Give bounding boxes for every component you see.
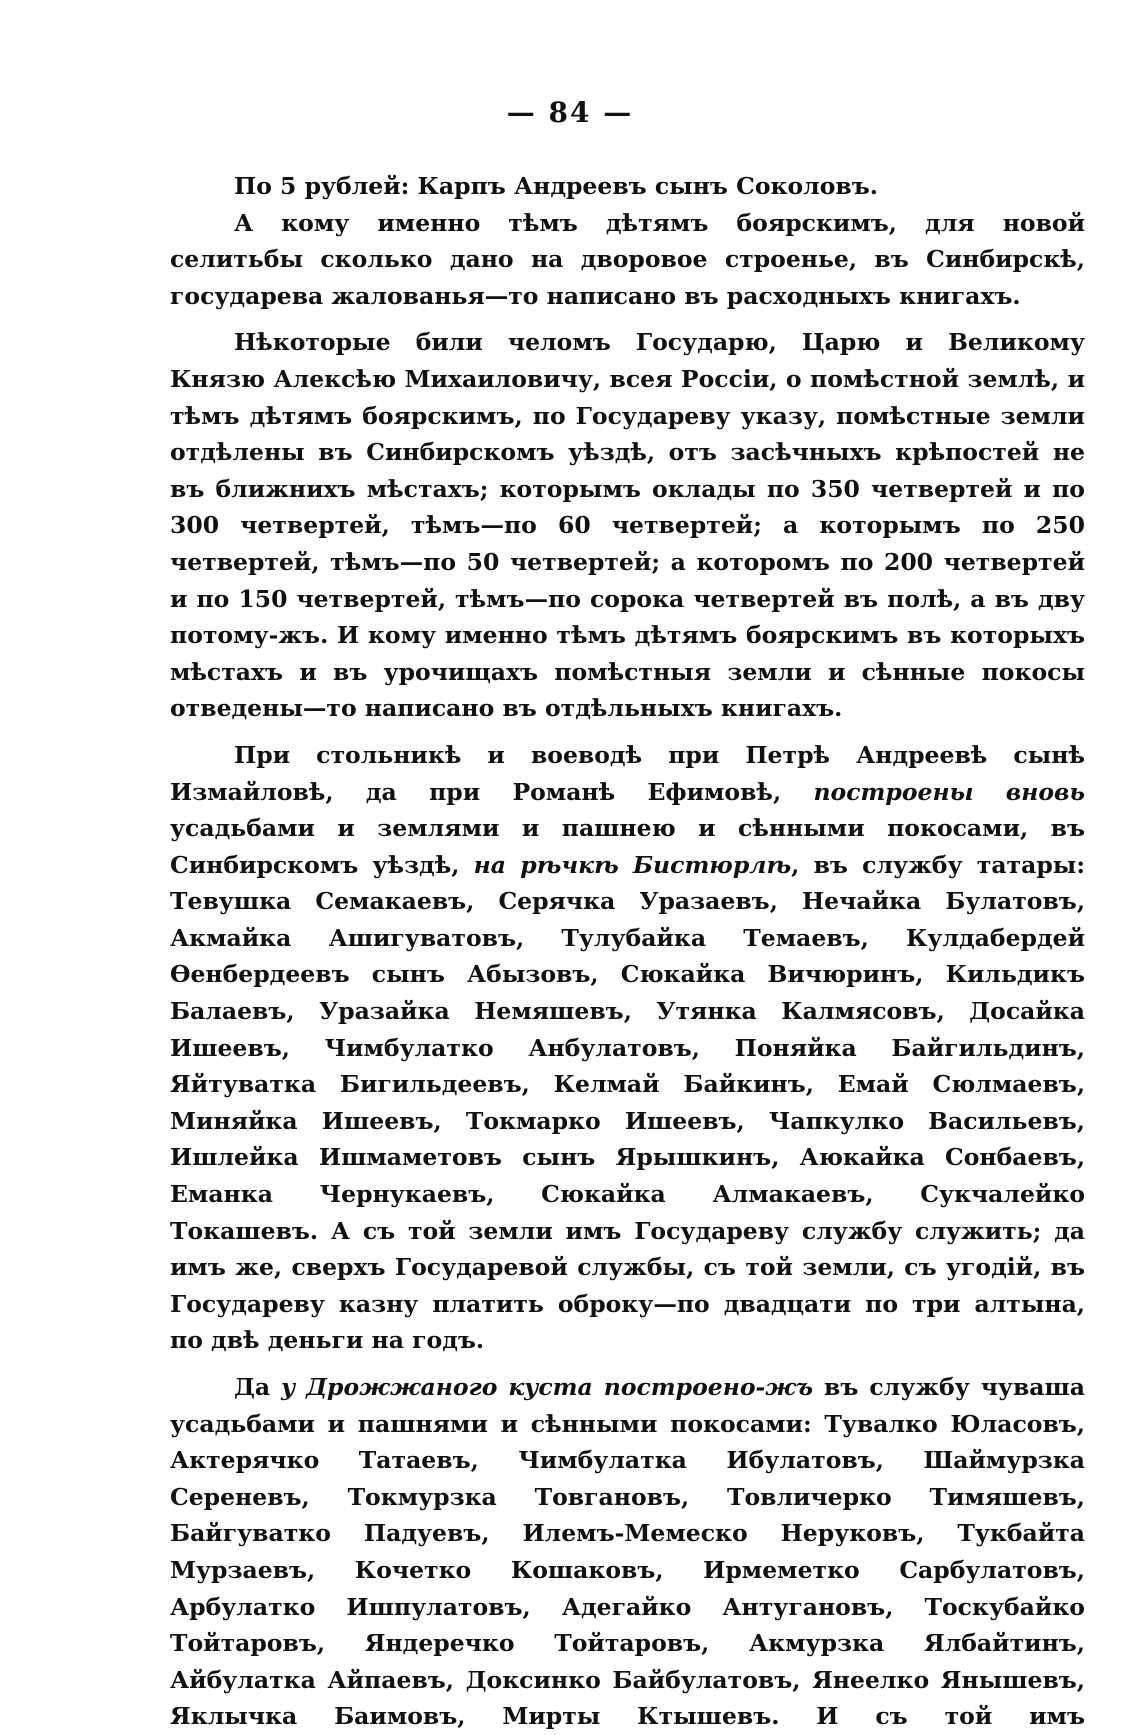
paragraph-3: Нѣкоторые били челомъ Государю, Царю и Великому Князю Алексѣю Михаиловичу, всея Россiи, о помѣстной землѣ, и тѣмъ дѣтямъ боярскимъ, по Государеву указу, помѣстные земли отдѣлены въ Синбирскомъ уѣздѣ, отъ засѣчныхъ крѣпостей не въ ближнихъ мѣстахъ; которымъ оклады по 350 четвертей и по 300 четвертей, тѣмъ—по 60 четвертей; а которымъ по 250 четвертей, тѣмъ—по 50 четвертей; а которомъ по 200 четвертей и по 150 четвертей, тѣмъ—по сорока четвертей въ полѣ, а въ дву потому-жъ. И кому именно тѣмъ дѣтямъ боярскимъ въ которыхъ мѣстахъ и въ урочищахъ помѣстныя земли и сѣнные покосы отведены—то написано въ отдѣльныхъ книгахъ. xyxy=(170,328,1085,723)
paragraph-4-text-c: , въ службу татары: Тевушка Семакаевъ, Серячка Уразаевъ, Нечайка Булатовъ, Акмайка Ашигуватовъ, Тулубайка Темаевъ, Кулдабердей Ѳенбердеевъ сынъ Абызовъ, Сюкайка Вичюринъ, Кильдикъ Балаевъ, Уразайка Немяшевъ, Утянка Калмясовъ, Досайка Ишеевъ, Чимбулатко Анбулатовъ, Поняйка Байгильдинъ, Яйтуватка Бигильдеевъ, Келмай Байкинъ, Емай Сюлмаевъ, Миняйка Ишеевъ, Токмарко Ишеевъ, Чапкулко Васильевъ, Ишлейка Ишмаметовъ сынъ Ярышкинъ, Аюкайка Сонбаевъ, Еманка Чернукаевъ, Сюкайка Алмакаевъ, Сукчалейко Токашевъ. А съ той земли имъ Государеву службу служить; да имъ же, сверхъ Государевой службы, съ той земли, съ угодiй, въ Государеву казну платить оброку—по двадцати по три алтына, по двѣ деньги на годъ. xyxy=(170,850,1085,1355)
paragraph-5-text-b: въ службу чуваша усадьбами и пашнями и сѣнными покосами: Тувалко Юласовъ, Актерячко Татаевъ, Чимбулатка Ибулатовъ, Шаймурзка Сереневъ, Токмурзка Товгановъ, Товличерко Тимяшевъ, Байгуватко Падуевъ, Илемъ-Мемеско Неруковъ, Тукбайта Мурзаевъ, Кочетко Кошаковъ, Ирмеметко Сарбулатовъ, Арбулатко Ишпулатовъ, Адегайко Антугановъ, Тоскубайко Тойтаровъ, Яндеречко Тойтаровъ, Акмурзка Ялбайтинъ, Айбулатка Айпаевъ, Доксинко Байбулатовъ, Янеелко Янышевъ, Яклычка Баимовъ, Мирты Ктышевъ. И съ той имъ xyxy=(170,1373,1085,1731)
paragraph-5-text-a: Да xyxy=(234,1373,282,1401)
paragraph-1: По 5 рублей: Карпъ Андреевъ сынъ Соколовъ. xyxy=(234,172,878,200)
paragraph-5-italic-a: у Дрожжаного куста построено-жъ xyxy=(281,1373,814,1401)
paragraph-4-text-b: усадьбами и землями и пашнею и сѣнными покосами, въ Синбирскомъ уѣздѣ, xyxy=(170,814,1085,879)
paragraph-4-italic-b: на рѣчкѣ Бистюрлѣ xyxy=(473,850,792,879)
paragraph-2: А кому именно тѣмъ дѣтямъ боярскимъ, для новой селитьбы сколько дано на дворовое строенье, въ Синбирскѣ, государева жалованья—то написано въ расходныхъ книгахъ. xyxy=(170,208,1085,310)
paragraph-5 xyxy=(170,1369,1085,1735)
paragraph-4 xyxy=(170,737,1085,1359)
paragraph-4-italic-a: построены вновь xyxy=(813,777,1085,806)
page-body-text xyxy=(170,168,1085,1735)
paragraph-4-text-a: При стольникѣ и воеводѣ при Петрѣ Андреевѣ сынѣ Измайловѣ, да при Романѣ Ефимовѣ, xyxy=(170,740,1085,806)
page-number: — 84 — xyxy=(506,96,634,129)
